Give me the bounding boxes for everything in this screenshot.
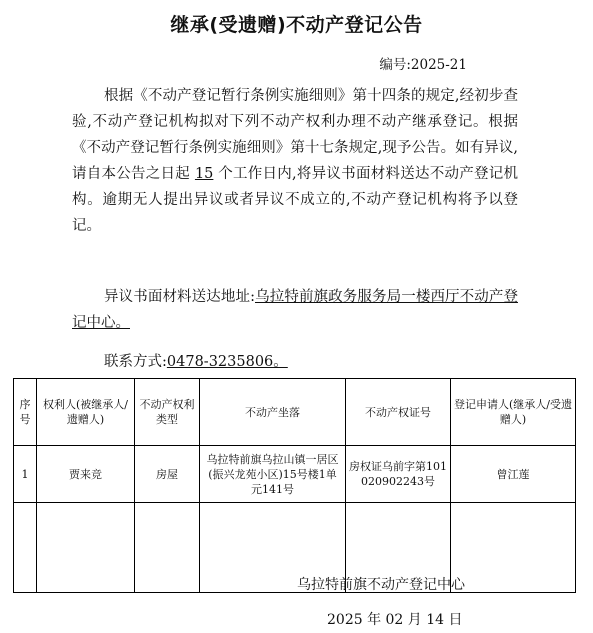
header-cert-no: 不动产权证号: [346, 379, 451, 446]
cell-location: 乌拉特前旗乌拉山镇一居区(振兴龙苑小区)15号楼1单元141号: [200, 446, 346, 503]
contact-label: 联系方式:: [104, 354, 167, 370]
paragraph-text-part1: 根据《不动产登记暂行条例实施细则》第十四条的规定,经初步查验,不动产登记机构拟对下列不动产权利办理不动产继承登记。根据《不动产登记暂行条例实施细则》第十七条规定,现予公告。如有异议,请自本公告之日起: [72, 88, 518, 182]
empty-cell: [14, 503, 37, 593]
issuer-name: 乌拉特前旗不动产登记中心: [297, 577, 465, 593]
header-seq: 序号: [14, 379, 37, 446]
objection-days: 15: [194, 166, 214, 182]
table-row: [14, 446, 576, 503]
notice-title: 继承(受遗赠)不动产登记公告: [170, 14, 423, 36]
doc-number: 编号:2025-21: [379, 57, 467, 73]
empty-cell: [37, 503, 135, 593]
empty-cell: [451, 503, 576, 593]
cell-seq: 1: [14, 446, 37, 503]
objection-address: 乌拉特前旗政务服务局一楼西厅不动产登记中心。: [72, 289, 518, 331]
empty-cell: [135, 503, 200, 593]
contact-line: [104, 349, 288, 375]
header-location: 不动产坐落: [200, 379, 346, 446]
table-row-empty: [14, 503, 576, 593]
address-label: 异议书面材料送达地址:: [104, 289, 255, 305]
cell-applicant: 曾江莲: [451, 446, 576, 503]
cell-holder: 贾来竞: [37, 446, 135, 503]
header-applicant: 登记申请人(继承人/受遗赠人): [451, 379, 576, 446]
cell-right-type: 房屋: [135, 446, 200, 503]
registration-table: [13, 378, 576, 593]
cell-cert-no: 房权证乌前字第101020902243号: [346, 446, 451, 503]
header-right-type: 不动产权利类型: [135, 379, 200, 446]
paragraph-text-part2: 个工作日内,将异议书面材料送达不动产登记机构。逾期无人提出异议或者异议不成立的,不动产登记机构将予以登记。: [72, 166, 519, 234]
notice-paragraph-main: [72, 83, 518, 239]
issue-date: 2025 年 02 月 14 日: [327, 612, 463, 628]
contact-phone: 0478-3235806。: [166, 354, 288, 370]
notice-paragraph-address: [72, 284, 518, 336]
table-header-row: [14, 379, 576, 446]
header-holder: 权利人(被继承人/遗赠人): [37, 379, 135, 446]
